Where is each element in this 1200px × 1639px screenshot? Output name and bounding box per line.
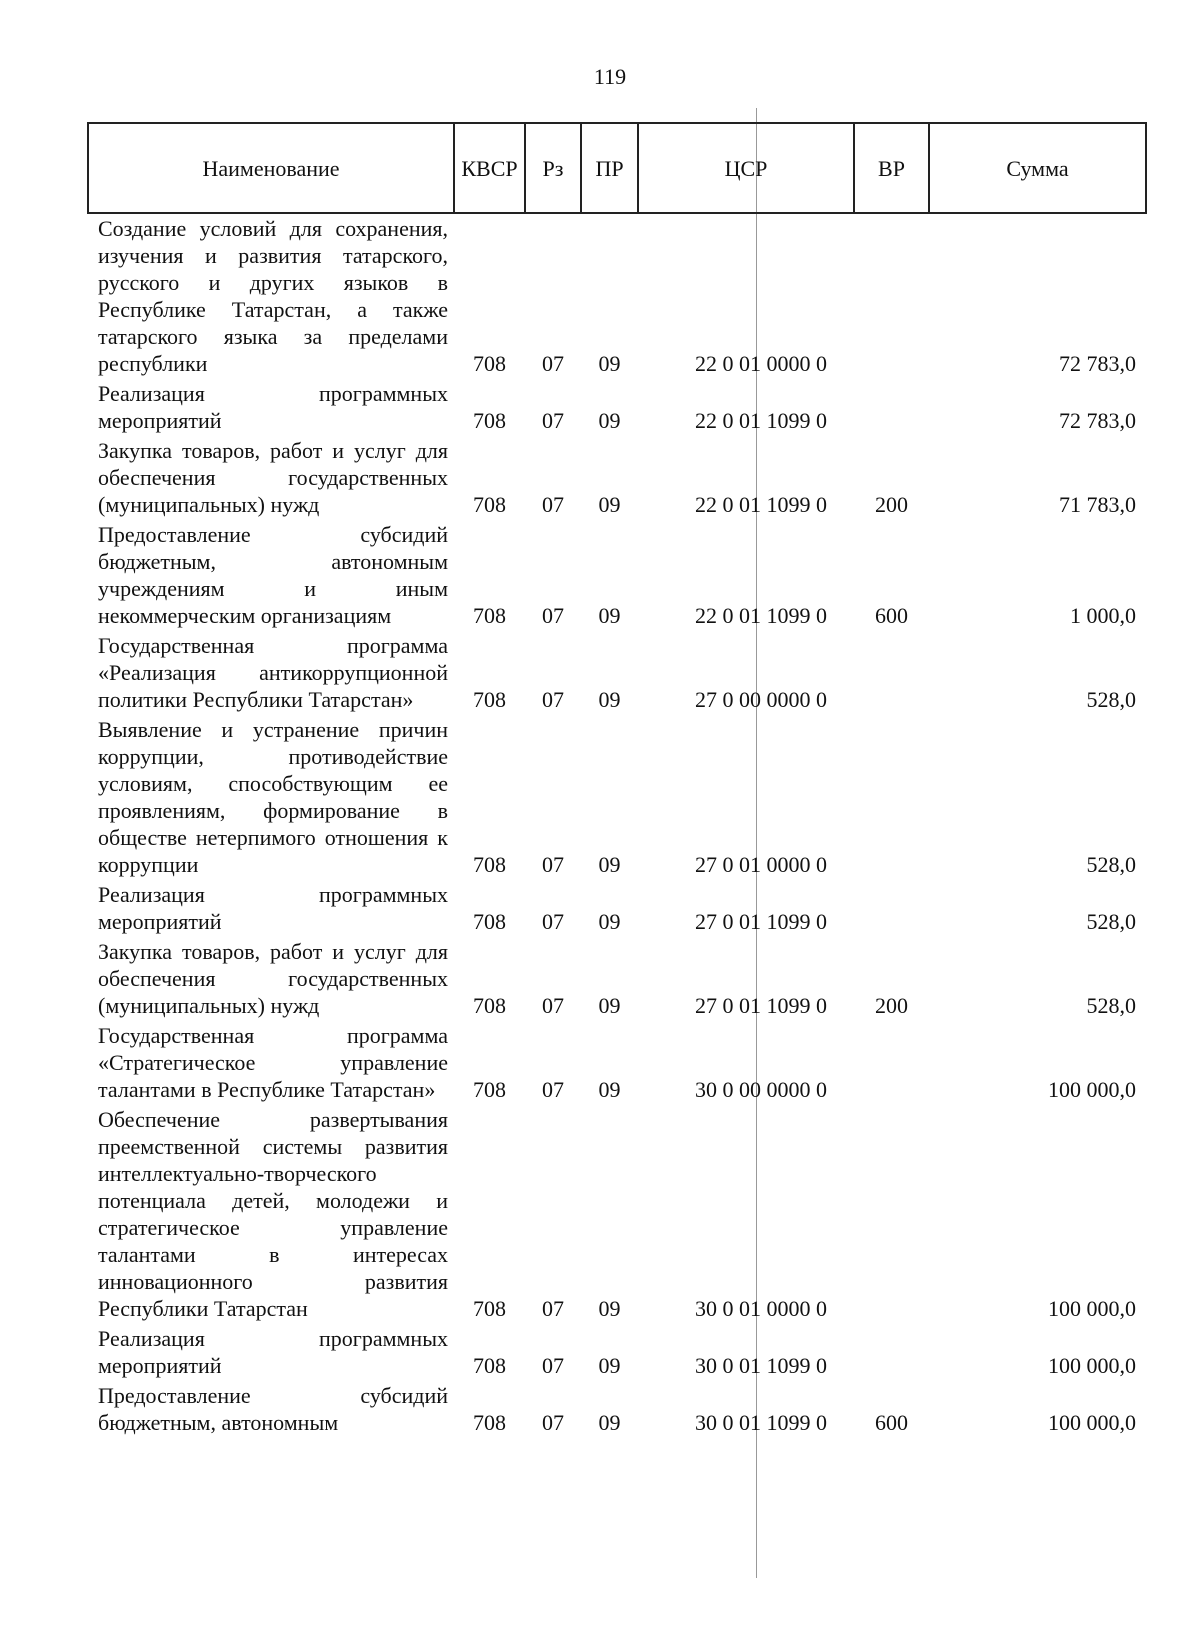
table-row <box>88 1105 1146 1324</box>
row-vr: 600 <box>875 603 908 628</box>
row-pr: 09 <box>598 603 621 628</box>
row-vr <box>854 715 929 880</box>
row-kvsr: 708 <box>473 1353 506 1378</box>
table-row <box>88 1381 1146 1438</box>
row-vr: 200 <box>875 492 908 517</box>
row-vr <box>854 213 929 379</box>
row-csr: 27 0 00 0000 0 <box>695 687 827 712</box>
row-name: Закупка товаров, работ и услуг для обеспечения государственных (муниципальных) нужд <box>98 438 448 517</box>
row-pr: 09 <box>598 687 621 712</box>
row-rz: 07 <box>542 1410 564 1435</box>
row-name: Реализация программных мероприятий <box>98 381 448 433</box>
row-name: Государственная программа «Стратегическое управление талантами в Республике Татарстан» <box>98 1023 448 1102</box>
row-csr: 22 0 01 1099 0 <box>695 408 827 433</box>
row-csr: 30 0 00 0000 0 <box>695 1077 827 1102</box>
row-vr: 600 <box>875 1410 908 1435</box>
row-rz: 07 <box>542 603 564 628</box>
row-kvsr: 708 <box>473 1077 506 1102</box>
header-name: Наименование <box>88 123 454 213</box>
row-kvsr: 708 <box>473 1410 506 1435</box>
row-name: Предоставление субсидий бюджетным, автономным <box>98 1383 448 1435</box>
row-pr: 09 <box>598 993 621 1018</box>
header-vr: ВР <box>854 123 929 213</box>
row-pr: 09 <box>598 492 621 517</box>
row-kvsr: 708 <box>473 993 506 1018</box>
row-kvsr: 708 <box>473 492 506 517</box>
row-pr: 09 <box>598 351 621 376</box>
row-rz: 07 <box>542 351 564 376</box>
table-row <box>88 1324 1146 1381</box>
row-pr: 09 <box>598 1410 621 1435</box>
header-rz: Рз <box>525 123 581 213</box>
page-number: 119 <box>593 64 627 89</box>
table-body <box>88 213 1146 1438</box>
row-csr: 30 0 01 1099 0 <box>695 1353 827 1378</box>
row-vr <box>854 880 929 937</box>
row-csr: 30 0 01 1099 0 <box>695 1410 827 1435</box>
row-name: Реализация программных мероприятий <box>98 882 448 934</box>
row-pr: 09 <box>598 852 621 877</box>
table-row <box>88 631 1146 715</box>
row-kvsr: 708 <box>473 351 506 376</box>
table-row <box>88 880 1146 937</box>
row-rz: 07 <box>542 492 564 517</box>
row-rz: 07 <box>542 852 564 877</box>
row-sum: 1 000,0 <box>1070 603 1136 628</box>
row-name: Обеспечение развертывания преемственной системы развития интеллектуально-творческого потенциала детей, молодежи и стратегическое управление талантами в интересах инновационного развития Республики Татарстан <box>98 1107 448 1321</box>
row-rz: 07 <box>542 1353 564 1378</box>
row-rz: 07 <box>542 1296 564 1321</box>
row-kvsr: 708 <box>473 909 506 934</box>
row-vr <box>854 379 929 436</box>
row-rz: 07 <box>542 408 564 433</box>
row-name: Предоставление субсидий бюджетным, автономным учреждениям и иным некоммерческим организациям <box>98 522 448 628</box>
row-kvsr: 708 <box>473 603 506 628</box>
row-pr: 09 <box>598 1077 621 1102</box>
row-kvsr: 708 <box>473 1296 506 1321</box>
row-csr: 22 0 01 1099 0 <box>695 603 827 628</box>
row-pr: 09 <box>598 408 621 433</box>
row-name: Реализация программных мероприятий <box>98 1326 448 1378</box>
row-sum: 528,0 <box>1086 852 1136 877</box>
row-sum: 72 783,0 <box>1059 351 1136 376</box>
header-kvsr: КВСР <box>454 123 525 213</box>
row-kvsr: 708 <box>473 408 506 433</box>
table-header <box>88 123 1146 213</box>
row-sum: 72 783,0 <box>1059 408 1136 433</box>
row-vr <box>854 631 929 715</box>
row-sum: 528,0 <box>1086 993 1136 1018</box>
table-row <box>88 213 1146 379</box>
row-name: Государственная программа «Реализация антикоррупционной политики Республики Татарстан» <box>98 633 448 712</box>
budget-table <box>87 122 1147 1438</box>
header-csr: ЦСР <box>638 123 854 213</box>
row-rz: 07 <box>542 993 564 1018</box>
table-row <box>88 1021 1146 1105</box>
row-csr: 22 0 01 1099 0 <box>695 492 827 517</box>
row-kvsr: 708 <box>473 852 506 877</box>
row-pr: 09 <box>598 1296 621 1321</box>
row-sum: 100 000,0 <box>1048 1077 1136 1102</box>
row-sum: 100 000,0 <box>1048 1353 1136 1378</box>
header-sum: Сумма <box>929 123 1146 213</box>
row-kvsr: 708 <box>473 687 506 712</box>
table-row <box>88 379 1146 436</box>
row-name: Создание условий для сохранения, изучения и развития татарского, русского и других языков в Республике Татарстан, а также татарского языка за пределами республики <box>98 216 448 376</box>
row-sum: 71 783,0 <box>1059 492 1136 517</box>
row-rz: 07 <box>542 687 564 712</box>
row-pr: 09 <box>598 1353 621 1378</box>
row-pr: 09 <box>598 909 621 934</box>
row-name: Выявление и устранение причин коррупции, противодействие условиям, способствующим ее проявлениям, формирование в обществе нетерпимого отношения к коррупции <box>98 717 448 877</box>
row-sum: 100 000,0 <box>1048 1296 1136 1321</box>
table-row <box>88 715 1146 880</box>
header-pr: ПР <box>581 123 638 213</box>
row-name: Закупка товаров, работ и услуг для обеспечения государственных (муниципальных) нужд <box>98 939 448 1018</box>
row-csr: 27 0 01 1099 0 <box>695 909 827 934</box>
row-rz: 07 <box>542 909 564 934</box>
row-sum: 100 000,0 <box>1048 1410 1136 1435</box>
row-vr <box>854 1324 929 1381</box>
row-vr <box>854 1021 929 1105</box>
table-row <box>88 937 1146 1021</box>
table-row <box>88 520 1146 631</box>
row-csr: 30 0 01 0000 0 <box>695 1296 827 1321</box>
row-csr: 27 0 01 0000 0 <box>695 852 827 877</box>
row-sum: 528,0 <box>1086 909 1136 934</box>
row-vr: 200 <box>875 993 908 1018</box>
row-csr: 27 0 01 1099 0 <box>695 993 827 1018</box>
row-sum: 528,0 <box>1086 687 1136 712</box>
row-rz: 07 <box>542 1077 564 1102</box>
row-csr: 22 0 01 0000 0 <box>695 351 827 376</box>
table-row <box>88 436 1146 520</box>
row-vr <box>854 1105 929 1324</box>
